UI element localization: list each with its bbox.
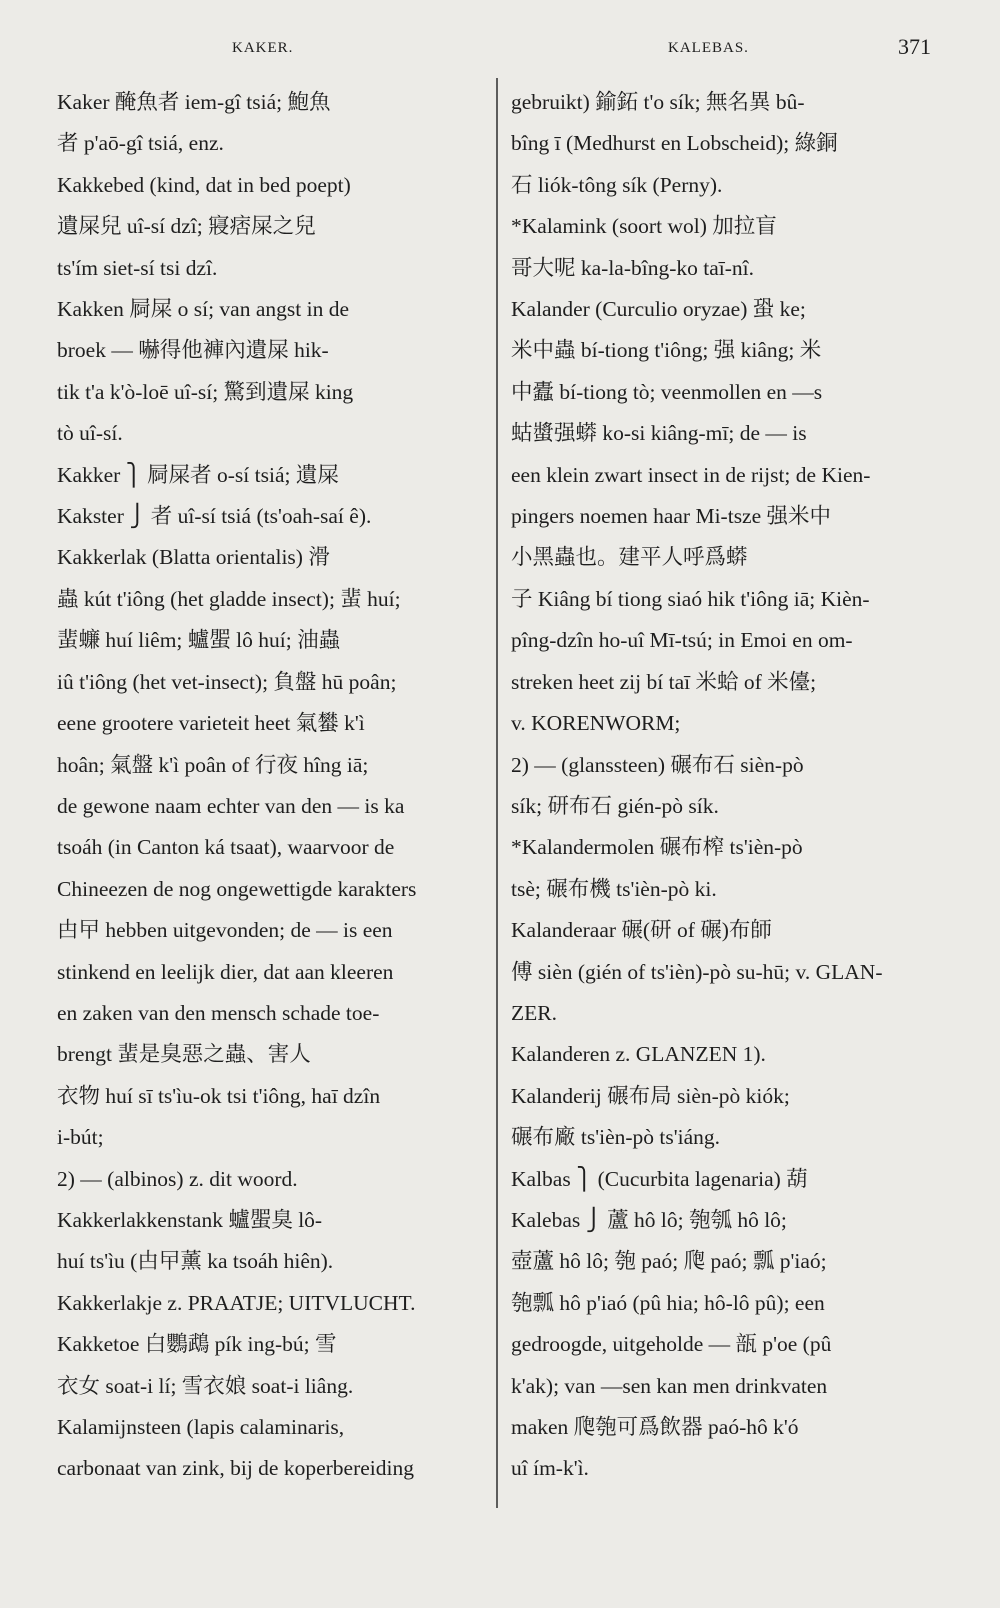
text-line: een klein zwart insect in de rijst; de Kien- [511, 462, 871, 487]
text-line: eene grootere varieteit heet 氣蠜 k'ì [57, 711, 365, 736]
text-line: carbonaat van zink, bij de koperbereiding [57, 1456, 414, 1481]
text-line: Kalamijnsteen (lapis calaminaris, [57, 1415, 345, 1439]
text-line: de gewone naam echter van den — is ka [57, 793, 405, 818]
text-line: sík; 研布石 gién-pò sík. [511, 793, 719, 818]
left-running-head: KAKER. [232, 40, 294, 56]
text-line: 蜚蠊 huí liêm; 蠦蜰 lô huí; 油蟲 [57, 628, 341, 653]
running-head [0, 34, 1000, 64]
text-line: 甴曱 hebben uitgevonden; de — is een [57, 918, 393, 943]
text-line: uî ím-k'ì. [511, 1456, 589, 1481]
text-line: v. KORENWORM; [511, 711, 681, 736]
text-line: Kalebas ⎭ 蘆 hô lô; 匏瓠 hô lô; [511, 1207, 787, 1232]
text-line: tik t'a k'ò-loē uî-sí; 驚到遺屎 king [57, 379, 354, 404]
text-line: 傅 sièn (gién of ts'ièn)-pò su-hū; v. GLAN- [511, 959, 883, 984]
right-column [511, 82, 938, 1490]
text-line: streken heet zij bí taī 米蛤 of 米儓; [511, 669, 817, 694]
text-line: 碾布廠 ts'ièn-pò ts'iáng. [511, 1125, 720, 1150]
text-line: *Kalamink (soort wol) 加拉盲 [511, 214, 777, 239]
text-line: 中蠹 bí-tiong tò; veenmollen en —s [511, 379, 823, 404]
text-line: hoân; 氣盤 k'ì poân of 行夜 hîng iā; [57, 752, 369, 777]
text-line: Kakkerlak (Blatta orientalis) 滑 [57, 545, 330, 570]
text-line: Kalbas ⎫ (Cucurbita lagenaria) 葫 [511, 1166, 808, 1191]
right-running-head: KALEBAS. [668, 40, 749, 56]
text-line: Kakken 屙屎 o sí; van angst in de [57, 297, 349, 322]
text-line: iû t'iông (het vet-insect); 負盤 hū poân; [57, 669, 397, 694]
text-line: 小黑蟲也。建平人呼爲蟒 [511, 545, 748, 570]
text-line: Kakker ⎫ 屙屎者 o-sí tsiá; 遺屎 [57, 462, 339, 487]
text-line: 衣女 soat-i lí; 雪衣娘 soat-i liâng. [57, 1373, 354, 1398]
text-line: *Kalandermolen 碾布榨 ts'ièn-pò [511, 835, 803, 860]
text-line: tsè; 碾布機 ts'ièn-pò ki. [511, 876, 717, 901]
text-line: tò uî-sí. [57, 421, 123, 446]
text-line: Kalanderen z. GLANZEN 1). [511, 1042, 766, 1067]
text-line: broek — 嚇得他褲內遺屎 hik- [57, 338, 329, 363]
text-line: Kalanderaar 碾(研 of 碾)布師 [511, 918, 772, 943]
text-line: tsoáh (in Canton ká tsaat), waarvoor de [57, 835, 395, 860]
text-line: i-bút; [57, 1125, 104, 1150]
text-line: stinkend en leelijk dier, dat aan kleeren [57, 959, 394, 984]
text-line: 遺屎兒 uî-sí dzî; 寢痞屎之兒 [57, 214, 316, 239]
text-line: 壺蘆 hô lô; 匏 paó; 爮 paó; 瓢 p'iaó; [511, 1249, 827, 1274]
text-line: Kakkerlakkenstank 蠦蜰臭 lô- [57, 1207, 323, 1232]
text-line: huí ts'ìu (甴曱薰 ka tsoáh hiên). [57, 1249, 334, 1274]
text-line: 2) — (glanssteen) 碾布石 sièn-pò [511, 752, 804, 777]
text-line: Kakkerlakje z. PRAATJE; UITVLUCHT. [57, 1290, 416, 1315]
text-line: 者 p'aō-gî tsiá, enz. [57, 131, 224, 156]
text-line: Kakster ⎭ 者 uî-sí tsiá (ts'oah-saí ê). [57, 504, 372, 529]
text-line: 2) — (albinos) z. dit woord. [57, 1166, 298, 1191]
text-line: 哥大呢 ka-la-bîng-ko taī-nî. [511, 255, 755, 280]
text-line: k'ak); van —sen kan men drinkvaten [511, 1373, 828, 1398]
text-line: Chineezen de nog ongewettigde karakters [57, 876, 417, 901]
text-line: 蛄螿强蟒 ko-si kiâng-mī; de — is [511, 421, 807, 446]
text-line: 石 liók-tông sík (Perny). [511, 172, 723, 197]
text-line: maken 爮匏可爲飲器 paó-hô k'ó [511, 1415, 799, 1439]
text-line: pingers noemen haar Mi-tsze 强米中 [511, 504, 832, 529]
text-line: 蟲 kút t'iông (het gladde insect); 蜚 huí; [57, 586, 401, 611]
text-line: bîng ī (Medhurst en Lobscheid); 綠銅 [511, 131, 838, 156]
text-line: 衣物 huí sī ts'ìu-ok tsi t'iông, haī dzîn [57, 1083, 381, 1108]
text-line: 米中蟲 bí-tiong t'iông; 强 kiâng; 米 [511, 338, 822, 363]
column-divider [496, 78, 498, 1508]
text-line: Kalander (Curculio oryzae) 蛩 ke; [511, 297, 806, 322]
text-line: Kakketoe 白鸚鵡 pík ing-bú; 雪 [57, 1332, 337, 1357]
left-column [57, 82, 489, 1490]
text-line: Kalanderij 碾布局 sièn-pò kiók; [511, 1083, 790, 1108]
text-line: ZER. [511, 1000, 557, 1025]
text-line: 匏瓢 hô p'iaó (pû hia; hô-lô pû); een [511, 1290, 825, 1315]
text-line: gebruikt) 鍮鉐 t'o sík; 無名異 bû- [511, 90, 805, 114]
text-line: brengt 蜚是臭惡之蟲、害人 [57, 1042, 311, 1067]
text-line: Kaker 醃魚者 iem-gî tsiá; 鮑魚 [57, 90, 331, 114]
text-line: en zaken van den mensch schade toe- [57, 1000, 380, 1025]
text-line: ts'ím siet-sí tsi dzî. [57, 255, 218, 280]
text-line: 子 Kiâng bí tiong siaó hik t'iông iā; Kièn- [511, 586, 870, 611]
text-line: pîng-dzîn ho-uî Mī-tsú; in Emoi en om- [511, 628, 853, 653]
page-number: 371 [898, 34, 931, 59]
text-line: gedroogde, uitgeholde — 瓿 p'oe (pû [511, 1332, 832, 1357]
text-line: Kakkebed (kind, dat in bed poept) [57, 172, 351, 197]
